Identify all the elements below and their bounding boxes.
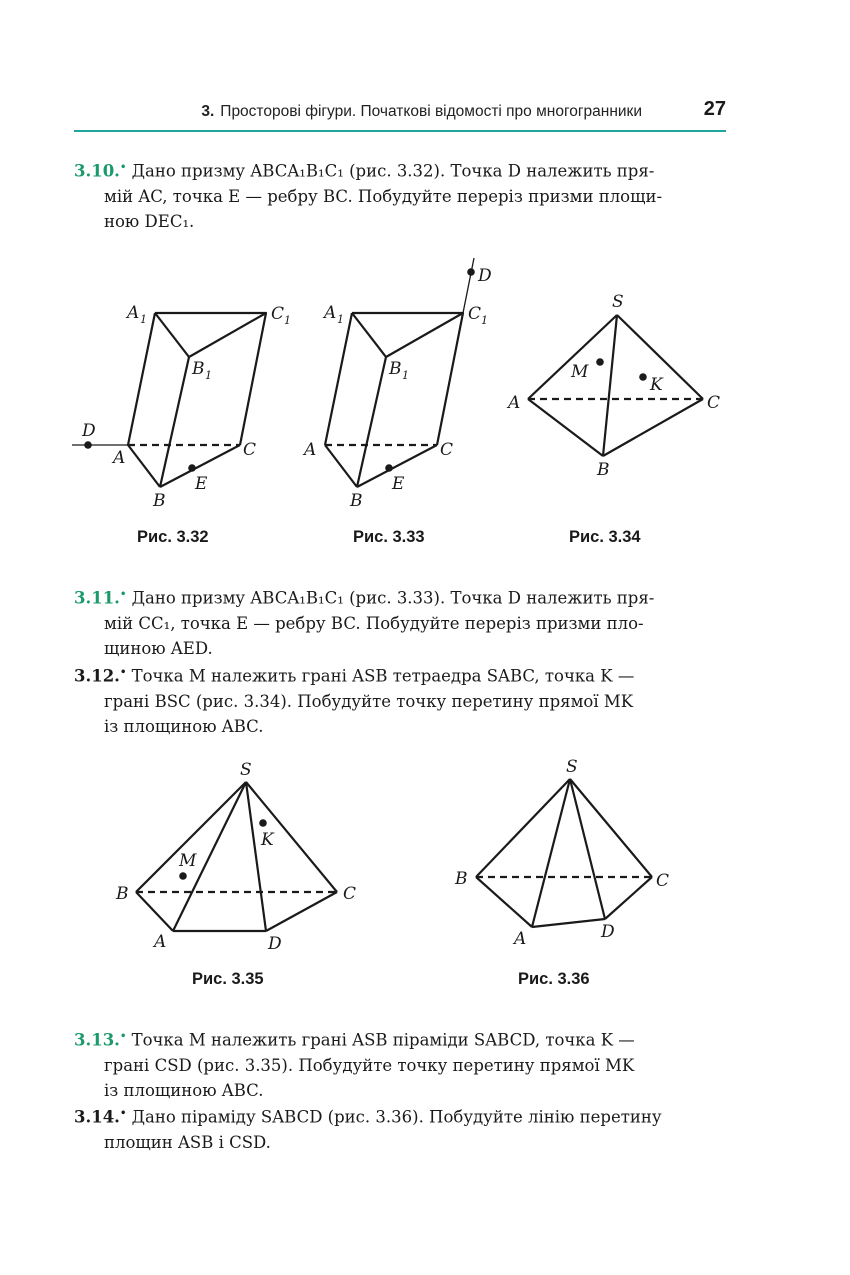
label-E: E [195, 474, 208, 494]
subscript: 1 [402, 369, 409, 382]
label-C: C [440, 440, 454, 460]
subscript: 1 [284, 314, 291, 327]
problem-text-line: мій AC, точка E — ребру BC. Побудуйте переріз призми площи- [104, 186, 663, 206]
point-K-3-34 [639, 373, 647, 381]
point-E-3-32 [188, 464, 196, 472]
label-C: C [707, 393, 721, 413]
problem-number: 3.14. [74, 1107, 120, 1127]
label-B: B [455, 869, 468, 889]
problem-text-line: Дано піраміду SABCD (рис. 3.36). Побудуйте лінію перетину [126, 1107, 662, 1127]
subscript: 1 [337, 313, 344, 326]
label-C: C [343, 884, 357, 904]
label-S: S [566, 757, 578, 777]
label-B: B [153, 491, 166, 511]
chapter-title-text: Просторові фігури. Початкові відомості про многогранники [220, 103, 642, 120]
problem-text-line: Точка M належить грані ASB тетраедра SABC, точка K — [126, 666, 635, 686]
point-M-3-34 [596, 358, 604, 366]
page-number: 27 [703, 98, 726, 120]
problem-number: 3.12. [74, 666, 120, 686]
point-M-3-35 [179, 872, 187, 880]
figure-caption: Рис. 3.36 [518, 970, 590, 988]
label-D: D [82, 421, 96, 441]
prism-figure-3-32 [72, 313, 266, 487]
tetrahedron-figure-3-34 [528, 315, 703, 456]
label-B: B [116, 884, 129, 904]
label-S: S [240, 760, 252, 780]
difficulty-dot-icon: • [119, 1031, 127, 1042]
subscript: 1 [140, 313, 147, 326]
label-D: D [268, 934, 282, 954]
pyramid-figure-3-35 [136, 782, 337, 931]
figure-caption: Рис. 3.32 [137, 528, 209, 546]
label-M: M [571, 362, 589, 382]
problem-text-line: із площиною ABC. [104, 1080, 264, 1100]
label-C: C [243, 440, 257, 460]
difficulty-dot-icon: • [119, 1108, 127, 1119]
problem-text-line: мій CC₁, точка E — ребру BC. Побудуйте переріз призми пло- [104, 613, 644, 633]
point-D-3-33 [467, 268, 475, 276]
subscript: 1 [481, 314, 488, 327]
problem-3-11 [74, 582, 726, 661]
problem-text-line: щиною AED. [104, 638, 213, 658]
label-A: A [113, 448, 126, 468]
label-C: C [656, 871, 670, 891]
point-E-3-33 [385, 464, 393, 472]
label-A1: A [127, 303, 140, 323]
label-A: A [514, 929, 527, 949]
problem-text-line: Дано призму ABCA₁B₁C₁ (рис. 3.32). Точка D належить пря- [126, 161, 655, 181]
label-B1: B [192, 359, 205, 379]
problem-text-line: грані CSD (рис. 3.35). Побудуйте точку перетину прямої MK [104, 1055, 635, 1075]
label-C1: C [468, 304, 482, 324]
label-K: K [261, 830, 274, 850]
pyramid-figure-3-36 [476, 779, 652, 927]
label-D: D [478, 266, 492, 286]
figure-caption: Рис. 3.34 [569, 528, 641, 546]
problem-number: 3.11. [74, 588, 120, 608]
difficulty-dot-icon: • [119, 667, 127, 678]
subscript: 1 [205, 369, 212, 382]
difficulty-dot-icon: • [119, 589, 127, 600]
label-K: K [650, 375, 663, 395]
problem-text-line: із площиною ABC. [104, 716, 264, 736]
point-D-3-32 [84, 441, 92, 449]
figure-caption: Рис. 3.33 [353, 528, 425, 546]
label-B1: B [389, 359, 402, 379]
problem-text-line: площин ASB і CSD. [104, 1132, 271, 1152]
label-A1: A [324, 303, 337, 323]
problem-3-14 [74, 1101, 726, 1155]
problem-number: 3.10. [74, 161, 120, 181]
label-D: D [601, 922, 615, 942]
problem-3-12 [74, 660, 726, 739]
label-A: A [304, 440, 317, 460]
difficulty-dot-icon: • [119, 162, 127, 173]
label-B: B [350, 491, 363, 511]
label-B: B [597, 460, 610, 480]
problem-text-line: ною DEC₁. [104, 211, 195, 231]
label-A: A [508, 393, 521, 413]
label-A: A [154, 932, 167, 952]
problem-number: 3.13. [74, 1030, 120, 1050]
problem-text-line: грані BSC (рис. 3.34). Побудуйте точку перетину прямої MK [104, 691, 634, 711]
problem-3-13 [74, 1024, 726, 1103]
problem-text-line: Дано призму ABCA₁B₁C₁ (рис. 3.33). Точка D належить пря- [126, 588, 655, 608]
chapter-number: 3. [201, 103, 215, 120]
point-K-3-35 [259, 819, 267, 827]
label-E: E [392, 474, 405, 494]
label-C1: C [271, 304, 285, 324]
label-S: S [612, 292, 624, 312]
figure-caption: Рис. 3.35 [192, 970, 264, 988]
problem-text-line: Точка M належить грані ASB піраміди SABCD, точка K — [126, 1030, 635, 1050]
label-M: M [179, 851, 197, 871]
